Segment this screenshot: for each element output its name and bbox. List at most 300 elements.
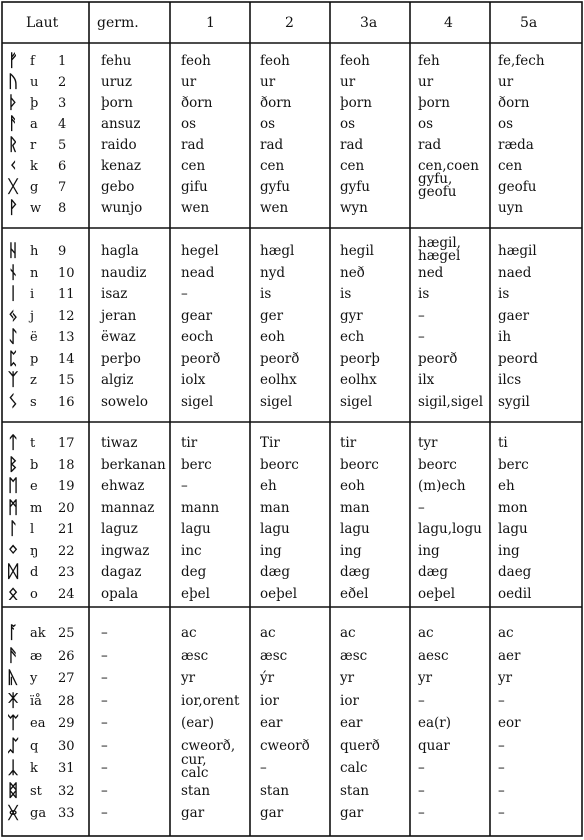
col-4-value: aesc [418, 647, 449, 664]
rune-glyph: ᚠ [8, 51, 19, 71]
germanic-name: hagla [101, 243, 139, 259]
rune-glyph: ᚱ [8, 135, 19, 155]
col-3a-value: æsc [340, 647, 368, 664]
rune-number: 29 [58, 716, 75, 731]
sound-value: e [30, 479, 38, 494]
col-5a-value: uyn [498, 200, 524, 216]
col-1-value: gar [181, 805, 205, 821]
rune-number: 21 [58, 522, 75, 537]
rune-number: 1 [58, 54, 67, 69]
rune-number: 13 [58, 330, 75, 345]
rune-glyph: ᚷ [8, 177, 19, 197]
col-3a-value: gar [340, 805, 364, 821]
col-4-value: – [418, 307, 425, 324]
sound-value: ak [30, 626, 46, 641]
col-3a-value: querð [340, 737, 380, 754]
col-5a-value: eh [498, 478, 515, 494]
col-1-value: – [181, 478, 188, 494]
rune-glyph: ᛏ [8, 433, 19, 453]
sound-value: ŋ [30, 543, 39, 559]
col-1-value: cen [181, 158, 206, 174]
col-1-value: (ear) [181, 715, 215, 731]
rune-glyph: ᛇ [8, 327, 19, 347]
header-col-1: 1 [206, 15, 215, 31]
rune-glyph: ᚸ [8, 803, 19, 823]
rune-glyph: ᛒ [8, 454, 19, 475]
sound-value: z [30, 373, 37, 388]
rune-glyph: ᛚ [8, 519, 19, 539]
rune-number: 27 [58, 671, 75, 686]
col-2-value: ear [260, 715, 283, 731]
rune-number: 26 [58, 648, 75, 664]
col-5a-value: is [498, 286, 510, 302]
germanic-name: perþo [101, 350, 141, 367]
col-2-value: os [260, 116, 276, 132]
sound-value: u [30, 75, 39, 90]
col-4-value: ing [418, 542, 440, 559]
col-3a-value: ac [340, 625, 356, 641]
rune-number: 22 [58, 543, 75, 559]
col-4-value: yr [418, 670, 433, 686]
col-4-value: sigil,sigel [418, 393, 484, 410]
col-4-value: is [418, 286, 430, 302]
col-5a-value: ræda [498, 137, 534, 153]
col-2-value: Tir [260, 435, 280, 451]
rune-number: 14 [58, 351, 75, 367]
germanic-name: ëwaz [101, 329, 136, 345]
col-2-value: eh [260, 478, 277, 494]
germanic-name: fehu [101, 53, 132, 69]
col-3a-value: ear [340, 715, 363, 731]
col-5a-value: gaer [498, 307, 530, 324]
col-1-value: tir [181, 435, 198, 451]
sound-value: ïå [30, 693, 42, 709]
col-2-value: eoh [260, 329, 285, 345]
sound-value: ë [30, 330, 38, 345]
col-4-value: þorn [418, 95, 450, 111]
col-1-value: gear [181, 307, 213, 324]
col-1-value: nead [181, 264, 215, 281]
col-3a-value: calc [340, 760, 368, 776]
germanic-name: sowelo [101, 393, 149, 410]
col-4-value: ea(r) [418, 715, 452, 731]
col-3a-value: neð [340, 264, 365, 281]
col-1-value: eoch [181, 329, 214, 345]
germanic-name: – [101, 782, 108, 799]
rune-glyph: ᛜ [8, 540, 19, 561]
col-1-value: os [181, 116, 197, 132]
col-3a-value: feoh [340, 53, 370, 69]
rune-glyph: ᛃ [8, 305, 19, 326]
col-2-value: ðorn [260, 95, 292, 111]
col-5a-value: naed [498, 264, 532, 281]
sound-value: q [30, 738, 39, 754]
col-3a-value: yr [340, 670, 355, 686]
col-2-value: man [260, 499, 290, 516]
sound-value: st [30, 783, 42, 799]
col-5a-value: ilcs [498, 372, 522, 388]
rune-glyph: ᛈ [8, 348, 19, 369]
sound-value: l [30, 522, 35, 537]
col-1-value: lagu [181, 521, 211, 537]
col-3a-value: gyr [340, 307, 363, 324]
germanic-name: opala [101, 585, 139, 602]
col-1-value: peorð [181, 350, 221, 367]
col-4-value: dæg [418, 564, 448, 580]
col-3a-value: man [340, 499, 370, 516]
col-1-value: ur [181, 74, 197, 90]
col-4-value: rad [418, 137, 442, 153]
col-3a-value: ing [340, 542, 362, 559]
rune-number: 19 [58, 479, 75, 494]
germanic-name: uruz [101, 74, 132, 90]
col-5a-value: – [498, 782, 505, 799]
rune-number: 15 [58, 373, 75, 388]
col-1-value: inc [181, 542, 202, 559]
col-4-value: ned [418, 264, 444, 281]
col-4-value: – [418, 692, 425, 709]
rune-number: 18 [58, 457, 75, 473]
rune-number: 23 [58, 565, 75, 580]
col-4-value: feh [418, 53, 440, 69]
rune-number: 16 [58, 394, 75, 410]
rune-number: 5 [58, 138, 67, 153]
col-4-value: cen,coen [418, 158, 479, 174]
col-5a-value: fe,fech [498, 53, 545, 69]
rune-number: 6 [58, 159, 67, 174]
header-col-2: 2 [285, 15, 294, 31]
rune-glyph: ᛖ [8, 476, 19, 496]
sound-value: b [30, 457, 39, 473]
col-3a-value: cen [340, 158, 365, 174]
col-4-value: – [418, 329, 425, 345]
col-4-value: ilx [418, 372, 435, 388]
germanic-name: naudiz [101, 264, 147, 281]
col-1-value: yr [181, 670, 196, 686]
rune-glyph: ᛥ [8, 780, 19, 801]
rune-number: 33 [58, 806, 75, 821]
germanic-name: – [101, 737, 108, 754]
rune-number: 31 [58, 761, 75, 776]
col-1-value: ac [181, 625, 197, 641]
col-2-value: nyd [260, 264, 285, 281]
col-4-value: peorð [418, 350, 458, 367]
col-1-value: cur, calc [181, 752, 209, 781]
col-2-value: feoh [260, 53, 290, 69]
rune-number: 3 [58, 96, 67, 111]
col-2-value: dæg [260, 564, 290, 580]
col-3a-value: ech [340, 329, 365, 345]
col-5a-value: – [498, 737, 505, 754]
col-4-value: quar [418, 737, 450, 754]
germanic-name: kenaz [101, 158, 142, 174]
sound-value: h [30, 244, 39, 259]
sound-value: ga [30, 806, 47, 821]
rune-number: 4 [58, 117, 67, 132]
sound-value: i [30, 287, 35, 302]
germanic-name: jeran [101, 307, 137, 324]
germanic-name: þorn [101, 95, 133, 111]
sound-value: g [30, 180, 39, 195]
col-1-value: gifu [181, 179, 208, 195]
rune-number: 9 [58, 244, 67, 259]
col-4-value: – [418, 499, 425, 516]
germanic-name: algiz [101, 372, 134, 388]
col-2-value: wen [260, 200, 289, 216]
col-5a-value: sygil [498, 393, 530, 410]
col-1-value: ior,orent [181, 692, 240, 709]
col-2-value: ior [260, 692, 279, 709]
col-1-value: eþel [181, 585, 210, 602]
sound-value: þ [30, 96, 39, 111]
col-4-value: – [418, 782, 425, 799]
rune-glyph: ᛗ [8, 497, 19, 518]
germanic-name: – [101, 647, 108, 664]
col-5a-value: cen [498, 158, 523, 174]
col-4-value: (m)ech [418, 478, 466, 494]
germanic-name: – [101, 692, 108, 709]
sound-value: k [30, 761, 38, 776]
col-4-value: – [418, 805, 425, 821]
rune-glyph: ᚦ [8, 93, 19, 113]
rune-glyph: ᚾ [8, 262, 19, 283]
col-1-value: deg [181, 564, 207, 580]
col-2-value: æsc [260, 647, 288, 664]
col-3a-value: is [340, 286, 352, 302]
col-2-value: peorð [260, 350, 300, 367]
col-1-value: – [181, 286, 188, 302]
col-2-value: ac [260, 625, 276, 641]
col-1-value: feoh [181, 53, 211, 69]
col-5a-value: os [498, 116, 514, 132]
germanic-name: laguz [101, 521, 138, 537]
col-5a-value: hægil [498, 243, 537, 259]
col-4-value: tyr [418, 435, 438, 451]
sound-value: j [30, 308, 35, 324]
col-2-value: gyfu [260, 179, 290, 195]
sound-value: m [30, 500, 43, 516]
col-1-value: stan [181, 782, 211, 799]
col-2-value: sigel [260, 393, 293, 410]
rune-glyph: ᚪ [8, 623, 19, 643]
col-4-value: lagu,logu [418, 521, 482, 537]
germanic-name: isaz [101, 286, 128, 302]
col-3a-value: ur [340, 74, 356, 90]
col-1-value: wen [181, 200, 210, 216]
col-5a-value: berc [498, 456, 529, 473]
rune-glyph: ᛊ [8, 391, 19, 412]
col-5a-value: – [498, 760, 505, 776]
col-2-value: rad [260, 137, 284, 153]
col-5a-value: – [498, 805, 505, 821]
col-1-value: cweorð, [181, 737, 236, 754]
rune-number: 10 [58, 265, 75, 281]
col-5a-value: lagu [498, 521, 528, 537]
rune-glyph: ᚨ [8, 114, 19, 134]
col-2-value: – [260, 760, 267, 776]
sound-value: y [30, 671, 38, 686]
col-4-value: oeþel [418, 585, 456, 602]
col-2-value: lagu [260, 521, 290, 537]
germanic-name: raido [101, 137, 137, 153]
col-3a-value: wyn [340, 200, 368, 216]
sound-value: d [30, 565, 39, 580]
sound-value: n [30, 265, 39, 281]
rune-glyph: ᛣ [8, 758, 19, 778]
rune-glyph: ᚫ [8, 645, 19, 666]
col-5a-value: – [498, 692, 505, 709]
sound-value: f [30, 54, 35, 69]
rune-glyph: ᛉ [8, 370, 19, 390]
col-5a-value: daeg [498, 564, 532, 580]
col-1-value: mann [181, 499, 220, 516]
col-4-value: ur [418, 74, 434, 90]
col-2-value: eolhx [260, 372, 297, 388]
germanic-name: ansuz [101, 116, 141, 132]
col-5a-value: oedil [498, 585, 532, 602]
col-5a-value: ti [498, 435, 508, 451]
col-2-value: hægl [260, 243, 295, 259]
col-5a-value: ur [498, 74, 514, 90]
germanic-name: ingwaz [101, 542, 150, 559]
rune-number: 24 [58, 586, 75, 602]
col-3a-value: beorc [340, 456, 379, 473]
col-3a-value: þorn [340, 95, 372, 111]
rune-glyph: ᛁ [8, 284, 19, 304]
col-2-value: is [260, 286, 272, 302]
sound-value: s [30, 394, 37, 410]
col-3a-value: eðel [340, 585, 369, 602]
rune-glyph: ᛞ [8, 562, 19, 582]
rune-glyph: ᚣ [8, 668, 19, 688]
col-1-value: hegel [181, 243, 219, 259]
header-laut: Laut [26, 15, 59, 31]
col-2-value: ger [260, 307, 284, 324]
rune-number: 2 [58, 75, 67, 90]
sound-value: w [30, 201, 42, 216]
col-1-value: rad [181, 137, 205, 153]
sound-value: a [30, 117, 38, 132]
col-1-value: iolx [181, 372, 206, 388]
sound-value: ea [30, 716, 46, 731]
col-5a-value: geofu [498, 179, 537, 195]
col-2-value: cen [260, 158, 285, 174]
header-col-3a: 3a [360, 15, 378, 31]
col-1-value: berc [181, 456, 212, 473]
col-3a-value: tir [340, 435, 357, 451]
germanic-name: – [101, 760, 108, 776]
col-3a-value: lagu [340, 521, 370, 537]
col-5a-value: ih [498, 329, 512, 345]
col-5a-value: peord [498, 350, 538, 367]
rune-number: 8 [58, 201, 67, 216]
col-5a-value: ðorn [498, 95, 530, 111]
rune-glyph: ᚺ [8, 241, 19, 261]
header-col-4: 4 [444, 15, 453, 31]
rune-number: 12 [58, 308, 75, 324]
col-3a-value: rad [340, 137, 364, 153]
rune-number: 25 [58, 626, 75, 641]
col-1-value: sigel [181, 393, 214, 410]
col-3a-value: eolhx [340, 372, 377, 388]
col-3a-value: ior [340, 692, 359, 709]
col-2-value: gar [260, 805, 284, 821]
sound-value: o [30, 586, 38, 602]
col-3a-value: eoh [340, 478, 365, 494]
col-3a-value: os [340, 116, 356, 132]
germanic-name: – [101, 670, 108, 686]
rune-glyph: ᚲ [8, 156, 19, 176]
col-2-value: stan [260, 782, 290, 799]
col-4-value: gyfu, geofu [418, 171, 457, 200]
germanic-name: mannaz [101, 499, 155, 516]
col-5a-value: aer [498, 647, 521, 664]
rune-number: 32 [58, 783, 75, 799]
col-3a-value: dæg [340, 564, 370, 580]
col-4-value: ac [418, 625, 434, 641]
germanic-name: ehwaz [101, 478, 145, 494]
col-2-value: ing [260, 542, 282, 559]
col-5a-value: eor [498, 715, 521, 731]
rune-number: 7 [58, 180, 67, 195]
col-1-value: ðorn [181, 95, 213, 111]
germanic-name: – [101, 625, 108, 641]
col-1-value: æsc [181, 647, 209, 664]
rune-glyph: ᛡ [8, 690, 19, 711]
col-2-value: cweorð [260, 737, 310, 754]
rune-number: 28 [58, 693, 75, 709]
sound-value: r [30, 138, 37, 153]
col-4-value: – [418, 760, 425, 776]
rune-number: 17 [58, 436, 75, 451]
sound-value: t [30, 436, 36, 451]
rune-glyph: ᚹ [8, 198, 19, 218]
col-2-value: oeþel [260, 585, 298, 602]
header-col-5a: 5a [520, 15, 538, 31]
rune-number: 11 [58, 287, 75, 302]
col-5a-value: ac [498, 625, 514, 641]
germanic-name: – [101, 805, 108, 821]
col-4-value: beorc [418, 456, 457, 473]
header-germ: germ. [97, 15, 139, 31]
rune-glyph: ᚢ [8, 72, 19, 92]
germanic-name: wunjo [101, 200, 143, 216]
rune-glyph: ᛟ [8, 583, 19, 604]
col-5a-value: mon [498, 499, 528, 516]
col-2-value: beorc [260, 456, 299, 473]
germanic-name: – [101, 715, 108, 731]
col-3a-value: gyfu [340, 179, 370, 195]
col-2-value: ur [260, 74, 276, 90]
col-3a-value: stan [340, 782, 370, 799]
rune-number: 20 [58, 500, 75, 516]
germanic-name: berkanan [101, 456, 166, 473]
col-4-value: hægil, hægel [418, 235, 461, 264]
germanic-name: gebo [101, 179, 135, 195]
rune-glyph: ᛢ [8, 735, 19, 756]
sound-value: k [30, 159, 38, 174]
col-5a-value: yr [498, 670, 513, 686]
col-5a-value: ing [498, 542, 520, 559]
germanic-name: tiwaz [101, 435, 138, 451]
col-4-value: os [418, 116, 434, 132]
col-3a-value: hegil [340, 243, 374, 259]
sound-value: p [30, 351, 39, 367]
germanic-name: dagaz [101, 564, 142, 580]
rune-glyph: ᛠ [8, 713, 19, 733]
col-2-value: ýr [260, 670, 275, 686]
col-3a-value: peorþ [340, 350, 380, 367]
